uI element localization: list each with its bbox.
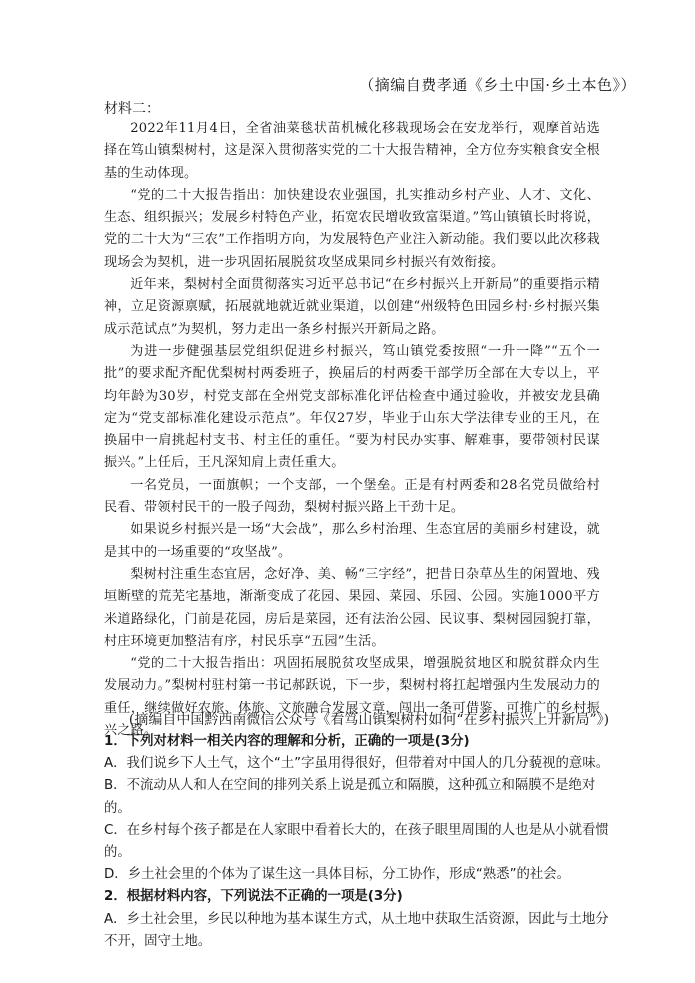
question-1-option-b: B．不流动从人和人在空间的排列关系上说是孤立和隔膜，这种孤立和隔膜不是绝对的。 (104, 778, 596, 816)
question-1-option-c: C．在乡村每个孩子都是在人家眼中看着长大的，在孩子眼里周围的人也是从小就看惯的。 (104, 822, 609, 861)
question-2-title: 2．根据材料内容，下列说法不正确的一项是(3分) (104, 889, 403, 905)
question-1-option-a: A．我们说乡下人土气，这个“土”字虽用得很好，但带着对中国人的几分藐视的意味。 (104, 756, 610, 772)
question-1-title: 1．下列对材料一相关内容的理解和分析，正确的一项是(3分) (104, 734, 470, 749)
paragraph: 梨树村注重生态宜居，念好净、美、畅“三字经”，把昔日杂草丛生的闲置地、残垣断壁的荒芜宅基地，渐渐变成了花园、果园、菜园、乐园、公园。实施1000平方米道路绿化，门前是花园，房后是菜园，还有法治公园、民议事、梨树园园貌打靠，村庄环境更加整洁有序，村民乐享“五园”生活。 (104, 566, 600, 649)
material-two-heading: 材料二： (104, 101, 160, 117)
question-2-option-a: A．乡土社会里，乡民以种地为基本谋生方式，从土地中获取生活资源，因此与土地分不开，固守土地。 (104, 911, 609, 949)
questions-section (104, 731, 616, 953)
paragraph: 2022年11月4日，全省油菜毯状苗机械化移栽现场会在安龙举行，观摩首站选择在笃山镇梨树村，这是深入贯彻落实党的二十大报告精神，全方位夯实粮食安全根基的生动体现。 (104, 121, 600, 181)
paragraph: “党的二十大报告指出：巩固拓展脱贫攻坚成果，增强脱贫地区和脱贫群众内生发展动力。”梨树村驻村第一书记郝跃说，下一步，梨树村将扛起增强内生发展动力的重任，继续做好农旅、体旅、文旅融合发展文章，闯出一条可借鉴、可推广的乡村振兴之路。 (104, 656, 600, 739)
paragraph: 一名党员，一面旗帜；一个支部，一个堡垒。正是有村两委和28名党员做给村民看、带领村民干的一股子闯劲，梨树村振兴路上干劲十足。 (104, 477, 600, 516)
material-two-source: (摘编自中国黔西南微信公众号《看笃山镇梨树村如何“在乡村振兴上开新局”》) (128, 712, 610, 728)
material-one-source: （摘编自费孝通《乡土中国·乡土本色》） (359, 76, 636, 94)
paragraph: 如果说乡村振兴是一场“大会战”，那么乡村治理、生态宜居的美丽乡村建设，就是其中的一场重要的“攻坚战”。 (104, 522, 600, 560)
paragraph: 为进一步健强基层党组织促进乡村振兴，笃山镇党委按照“一升一降”“五个一批”的要求配齐配优梨树村两委班子，换届后的村两委干部学历全部在大专以上，平均年龄为30岁，村党支部在全州党支部标准化评估检查中通过验收，并被安龙县确定为“党支部标准化建设示范点”。年仅27岁，毕业于山东大学法律专业的王凡，在换届中一肩挑起村支书、村主任的重任。“要为村民办实事、解难事，要带领村民谋振兴。”上任后，王凡深知肩上责任重大。 (104, 343, 600, 471)
paragraph: “党的二十大报告指出：加快建设农业强国，扎实推动乡村产业、人才、文化、生态、组织振兴；发展乡村特色产业，拓宽农民增收致富渠道。”笃山镇镇长时将说，党的二十大为“三农”工作指明方向，为发展特色产业注入新动能。我们要以此次移栽现场会为契机，进一步巩固拓展脱贫攻坚成果同乡村振兴有效衔接。 (104, 187, 600, 270)
material-two-body (104, 118, 600, 742)
question-1-option-d: D．乡土社会里的个体为了谋生这一具体目标，分工协作，形成“熟悉”的社会。 (104, 867, 571, 883)
paragraph: 近年来，梨树村全面贯彻落实习近平总书记“在乡村振兴上开新局”的重要指示精神，立足资源禀赋，拓展就地就近就业渠道，以创建“州级特色田园乡村·乡村振兴集成示范试点”为契机，努力走出一条乡村振兴开新局之路。 (104, 277, 600, 337)
